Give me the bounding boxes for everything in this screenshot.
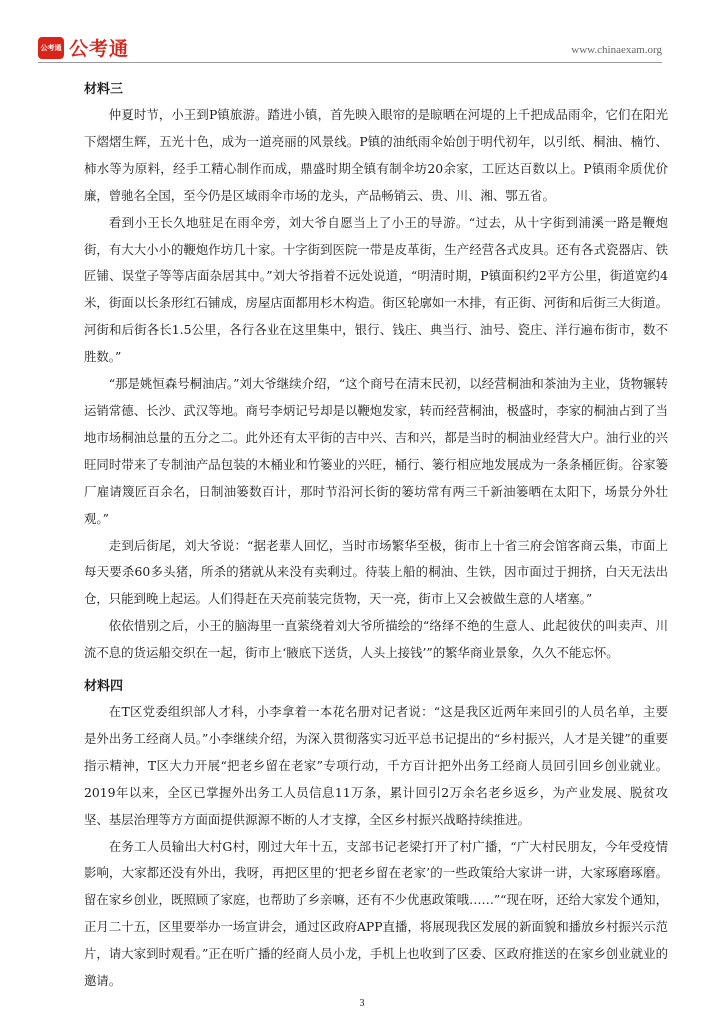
- page-number: 3: [359, 998, 365, 1009]
- section-title: 材料四: [84, 679, 124, 695]
- paragraph: 走到后街尾，刘大爷说：“据老辈人回忆，当时市场繁华至极，街市上十省三府会馆客商云集，市面上每天要杀60多头猪，所杀的猪就从来没有卖剩过。待装上船的桐油、生铁，因市面过于拥挤，白天无法出仓，只能到晚上起运。人们得赶在天亮前装完货物，天一亮，街市上又会被做生意的人堵塞。”: [84, 537, 668, 607]
- section-title: 材料三: [84, 82, 124, 97]
- brand-name: 公考通: [69, 38, 130, 60]
- logo-badge: 公考通: [38, 37, 64, 59]
- site-url: www.chinaexam.org: [571, 44, 662, 56]
- page-header: [38, 32, 662, 62]
- paragraph: 看到小王长久地驻足在雨伞旁，刘大爷自愿当上了小王的导游。“过去，从十字街到浦溪一路是鞭炮街，有大大小小的鞭炮作坊几十家。十字街到医院一带是皮革街，生产经营各式皮具。还有各式瓷器店、铁匠铺、误堂子等等店面杂居其中。”刘大爷指着不远处说道，“明清时期，P镇面积约2平方公里，街道宽约4米，街面以长条形红石铺成，房屋店面都用杉木构造。街区轮廓如一木排，有正街、河街和后街三大街道。河街和后街各长1.5公里，各行各业在这里集中，银行、钱庄、典当行、油号、瓷庄、洋行遍布街市，数不胜数。”: [84, 214, 668, 365]
- paragraph: “那是姚恒森号桐油店。”刘大爷继续介绍，“这个商号在清末民初，以经营桐油和茶油为主业，货物辗转运销常德、长沙、武汉等地。商号李炳记号却是以鞭炮发家，转而经营桐油，极盛时，李家的桐油占到了当地市场桐油总量的五分之二。此外还有太平街的吉中兴、吉和兴，都是当时的桐油业经营大户。油行业的兴旺同时带来了专制油产品包装的木桶业和竹篓业的兴旺，桶行、篓行相应地发展成为一条条桶匠街。谷家篓厂雇请篾匠百余名，日制油篓数百计，那时节沿河长街的篓坊常有两三千新油篓晒在太阳下，场景分外壮观。”: [84, 376, 668, 526]
- paragraph: 在T区党委组织部人才科，小李拿着一本花名册对记者说：“这是我区近两年来回引的人员名单，主要是外出务工经商人员。”小李继续介绍，为深入贯彻落实习近平总书记提出的“乡村振兴，人才是关键”的重要指示精神，T区大力开展“把老乡留在老家”专项行动，千方百计把外出务工经商人员回引回乡创业就业。2019年以来，全区已掌握外出务工人员信息11万条，累计回引2万余名老乡返乡，为产业发展、脱贫攻坚、基层治理等方方面面提供源源不断的人才支撑，全区乡村振兴战略持续推进。: [84, 704, 668, 827]
- paragraph: 仲夏时节，小王到P镇旅游。踏进小镇，首先映入眼帘的是晾晒在河堤的上千把成品雨伞，它们在阳光下熠熠生辉，五光十色，成为一道亮丽的风景线。P镇的油纸雨伞始创于明代初年，以引纸、桐油、楠竹、柿水等为原料，经手工精心制作而成，鼎盛时期全镇有制伞坊20余家，工匠达百数以上。P镇雨伞质优价廉，曾驰名全国，至今仍是区域雨伞市场的龙头，产品畅销云、贵、川、湘、鄂五省。: [84, 107, 668, 203]
- paragraph: 依依惜别之后，小王的脑海里一直萦绕着刘大爷所描绘的“络绎不绝的生意人、此起彼伏的叫卖声、川流不息的货运船交织在一起，街市上‘腋底下送货，人头上接钱’”的繁华商业景象，久久不能忘怀。: [84, 618, 668, 661]
- document-body: [84, 70, 668, 995]
- header-divider: [38, 62, 662, 63]
- paragraph: 在务工人员输出大村G村，刚过大年十五，支部书记老梁打开了村广播，“广大村民朋友，今年受疫情影响，大家都还没有外出，我呀，再把区里的‘把老乡留在老家’的一些政策给大家讲一讲，大家琢磨琢磨。留在家乡创业，既照顾了家庭，也帮助了乡亲嘛，还有不少优惠政策哦……”“现在呀，还给大家发个通知，正月二十五，区里要举办一场宣讲会，通过区政府APP直播，将展现我区发展的新面貌和播放乡村振兴示范片，请大家到时观看。”正在听广播的经商人员小龙，手机上也收到了区委、区政府推送的在家乡创业就业的邀请。: [84, 838, 668, 989]
- brand-logo[interactable]: [38, 34, 129, 61]
